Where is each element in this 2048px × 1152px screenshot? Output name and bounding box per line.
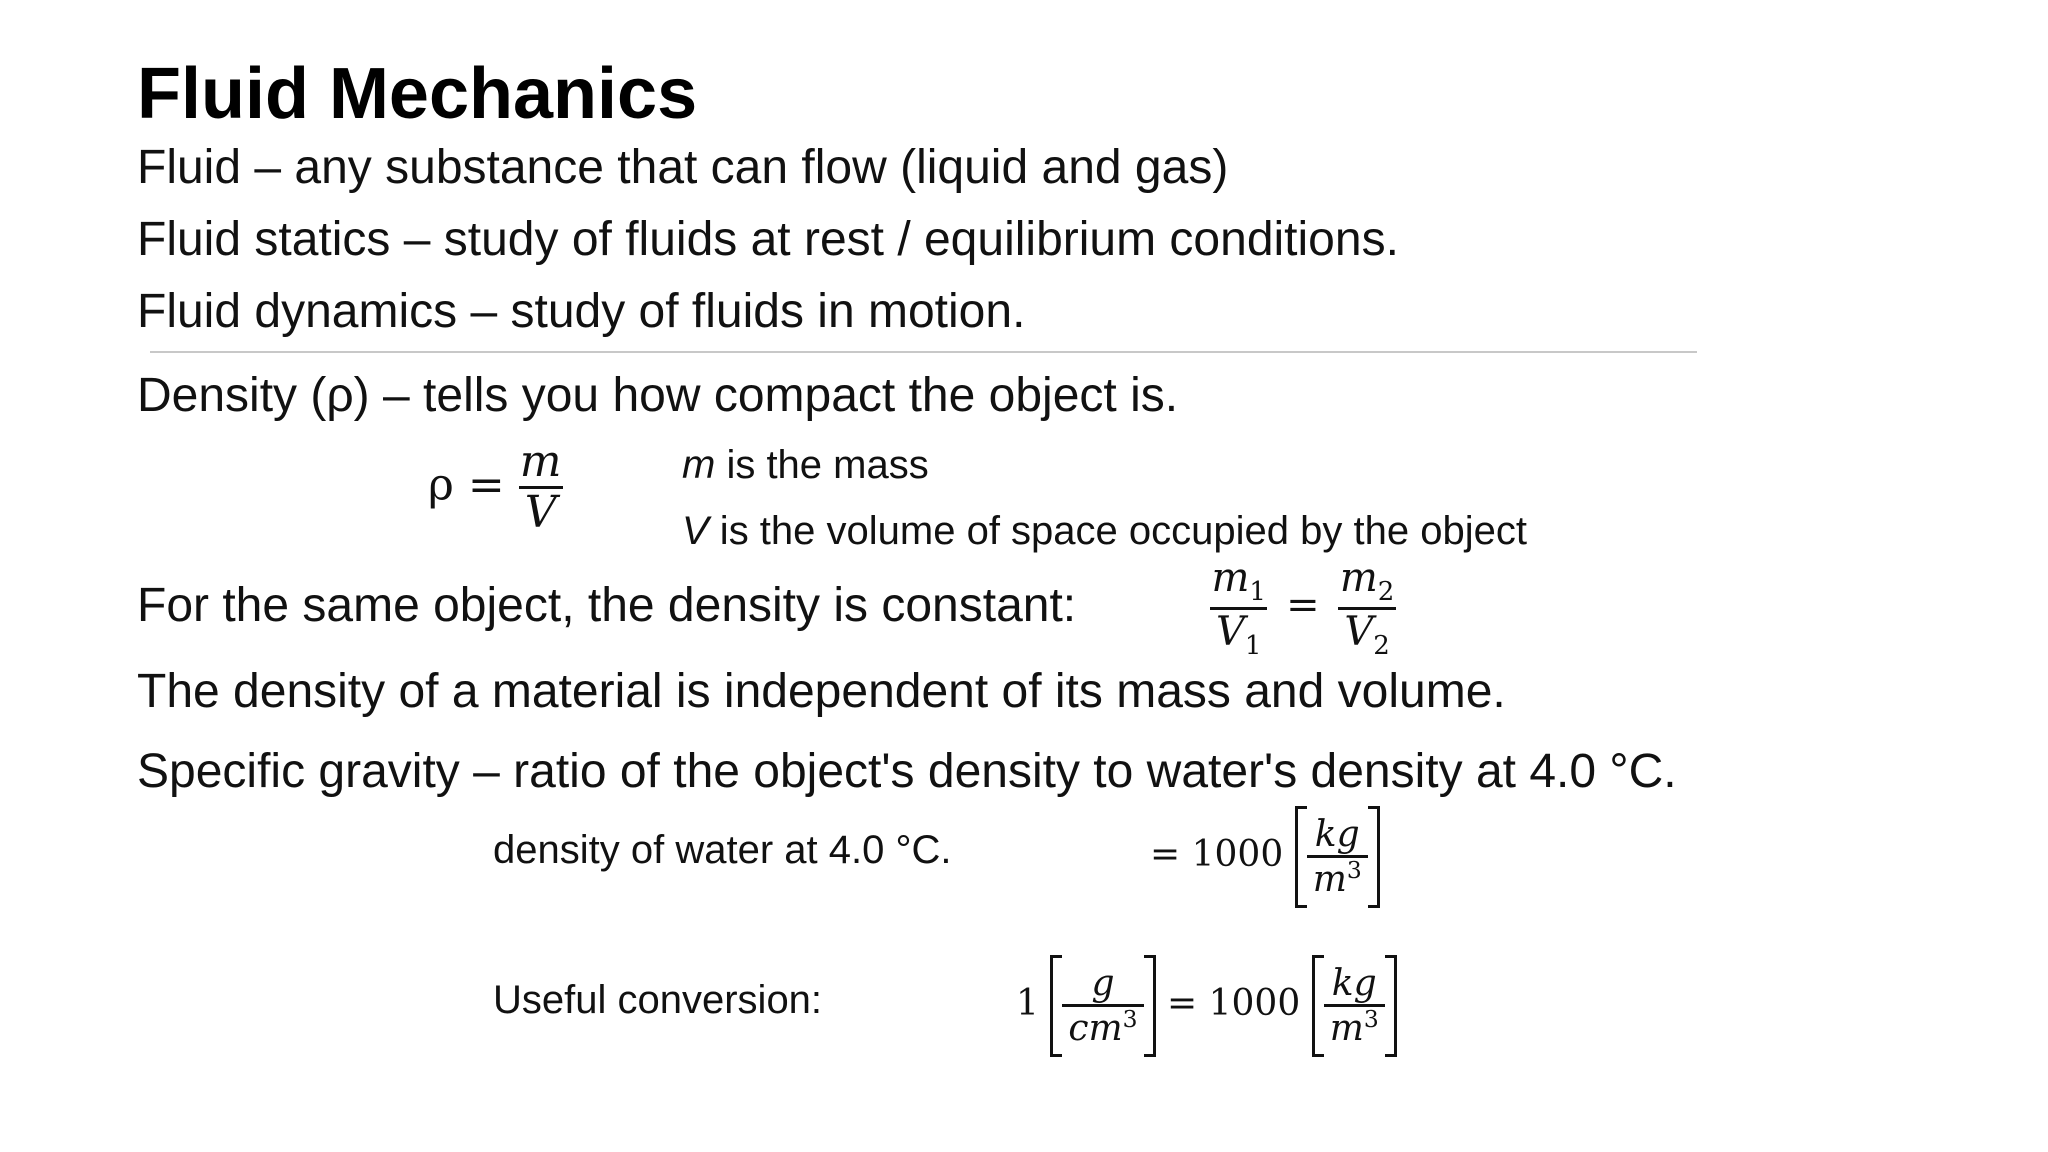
ratio-m2: m [1339,555,1378,601]
conversion-unit-m-exp: 3 [1363,1004,1379,1033]
water-unit-kg: kg [1314,813,1360,855]
conversion-unit-cm: cm [1068,1007,1123,1049]
conversion-unit-fraction-1 [1062,964,1143,1048]
section-divider [150,351,1697,353]
conversion-formula [1016,955,1397,1057]
ratio-equals: = [1286,582,1320,629]
mass-description [682,440,929,490]
definition-fluid: Fluid – any substance that can flow (liquid and gas) [137,141,1229,194]
density-formula-lhs: ρ = [428,459,505,511]
definition-fluid-statics: Fluid statics – study of fluids at rest / equilibrium conditions. [137,213,1399,266]
volume-description [682,506,1527,556]
ratio-m1: m [1211,555,1250,601]
water-unit-fraction [1307,815,1368,899]
left-bracket-icon [1312,955,1324,1057]
ratio-v2-sub: 2 [1373,630,1390,661]
density-intro: Density (ρ) – tells you how compact the object is. [137,369,1179,422]
ratio-fraction-1 [1210,556,1267,660]
water-density-label: density of water at 4.0 °C. [493,828,952,872]
density-denominator: V [519,486,563,537]
conversion-label: Useful conversion: [493,978,823,1022]
density-fraction [519,438,563,538]
conversion-unit-fraction-2 [1324,964,1385,1048]
conversion-lhs: 1 [1016,983,1039,1024]
left-bracket-icon [1295,806,1307,908]
right-bracket-icon [1385,955,1397,1057]
mass-variable: m [682,443,716,487]
conversion-unit-kg: kg [1331,962,1377,1004]
density-ratio-formula [1210,556,1396,660]
conversion-unit-cm-exp: 3 [1122,1004,1138,1033]
left-bracket-icon [1050,955,1062,1057]
water-density-value: = 1000 [1150,834,1284,875]
right-bracket-icon [1368,806,1380,908]
ratio-v2: V [1344,608,1374,655]
slide-title: Fluid Mechanics [137,54,698,134]
water-unit-exp: 3 [1346,855,1362,884]
volume-description-text: is the volume of space occupied by the object [708,509,1527,553]
conversion-unit-g: g [1091,962,1115,1004]
density-numerator: m [519,436,562,487]
water-unit-m: m [1312,858,1347,900]
specific-gravity-text: Specific gravity – ratio of the object's density to water's density at 4.0 °C. [137,745,1677,798]
ratio-v1: V [1216,608,1245,655]
density-formula [428,438,563,538]
conversion-equals: = 1000 [1167,983,1301,1024]
conversion-unit-m: m [1329,1007,1364,1049]
volume-variable: V [682,509,709,553]
mass-description-text: is the mass [715,443,929,487]
ratio-fraction-2 [1338,556,1395,660]
ratio-v1-sub: 1 [1244,630,1262,661]
density-independent-text: The density of a material is independent of its mass and volume. [137,665,1506,718]
ratio-m2-sub: 2 [1377,577,1395,607]
right-bracket-icon [1144,955,1156,1057]
density-constant-text: For the same object, the density is constant: [137,579,1077,632]
definition-fluid-dynamics: Fluid dynamics – study of fluids in motion. [137,285,1026,338]
ratio-m1-sub: 1 [1249,577,1266,607]
water-density-formula [1150,806,1380,908]
